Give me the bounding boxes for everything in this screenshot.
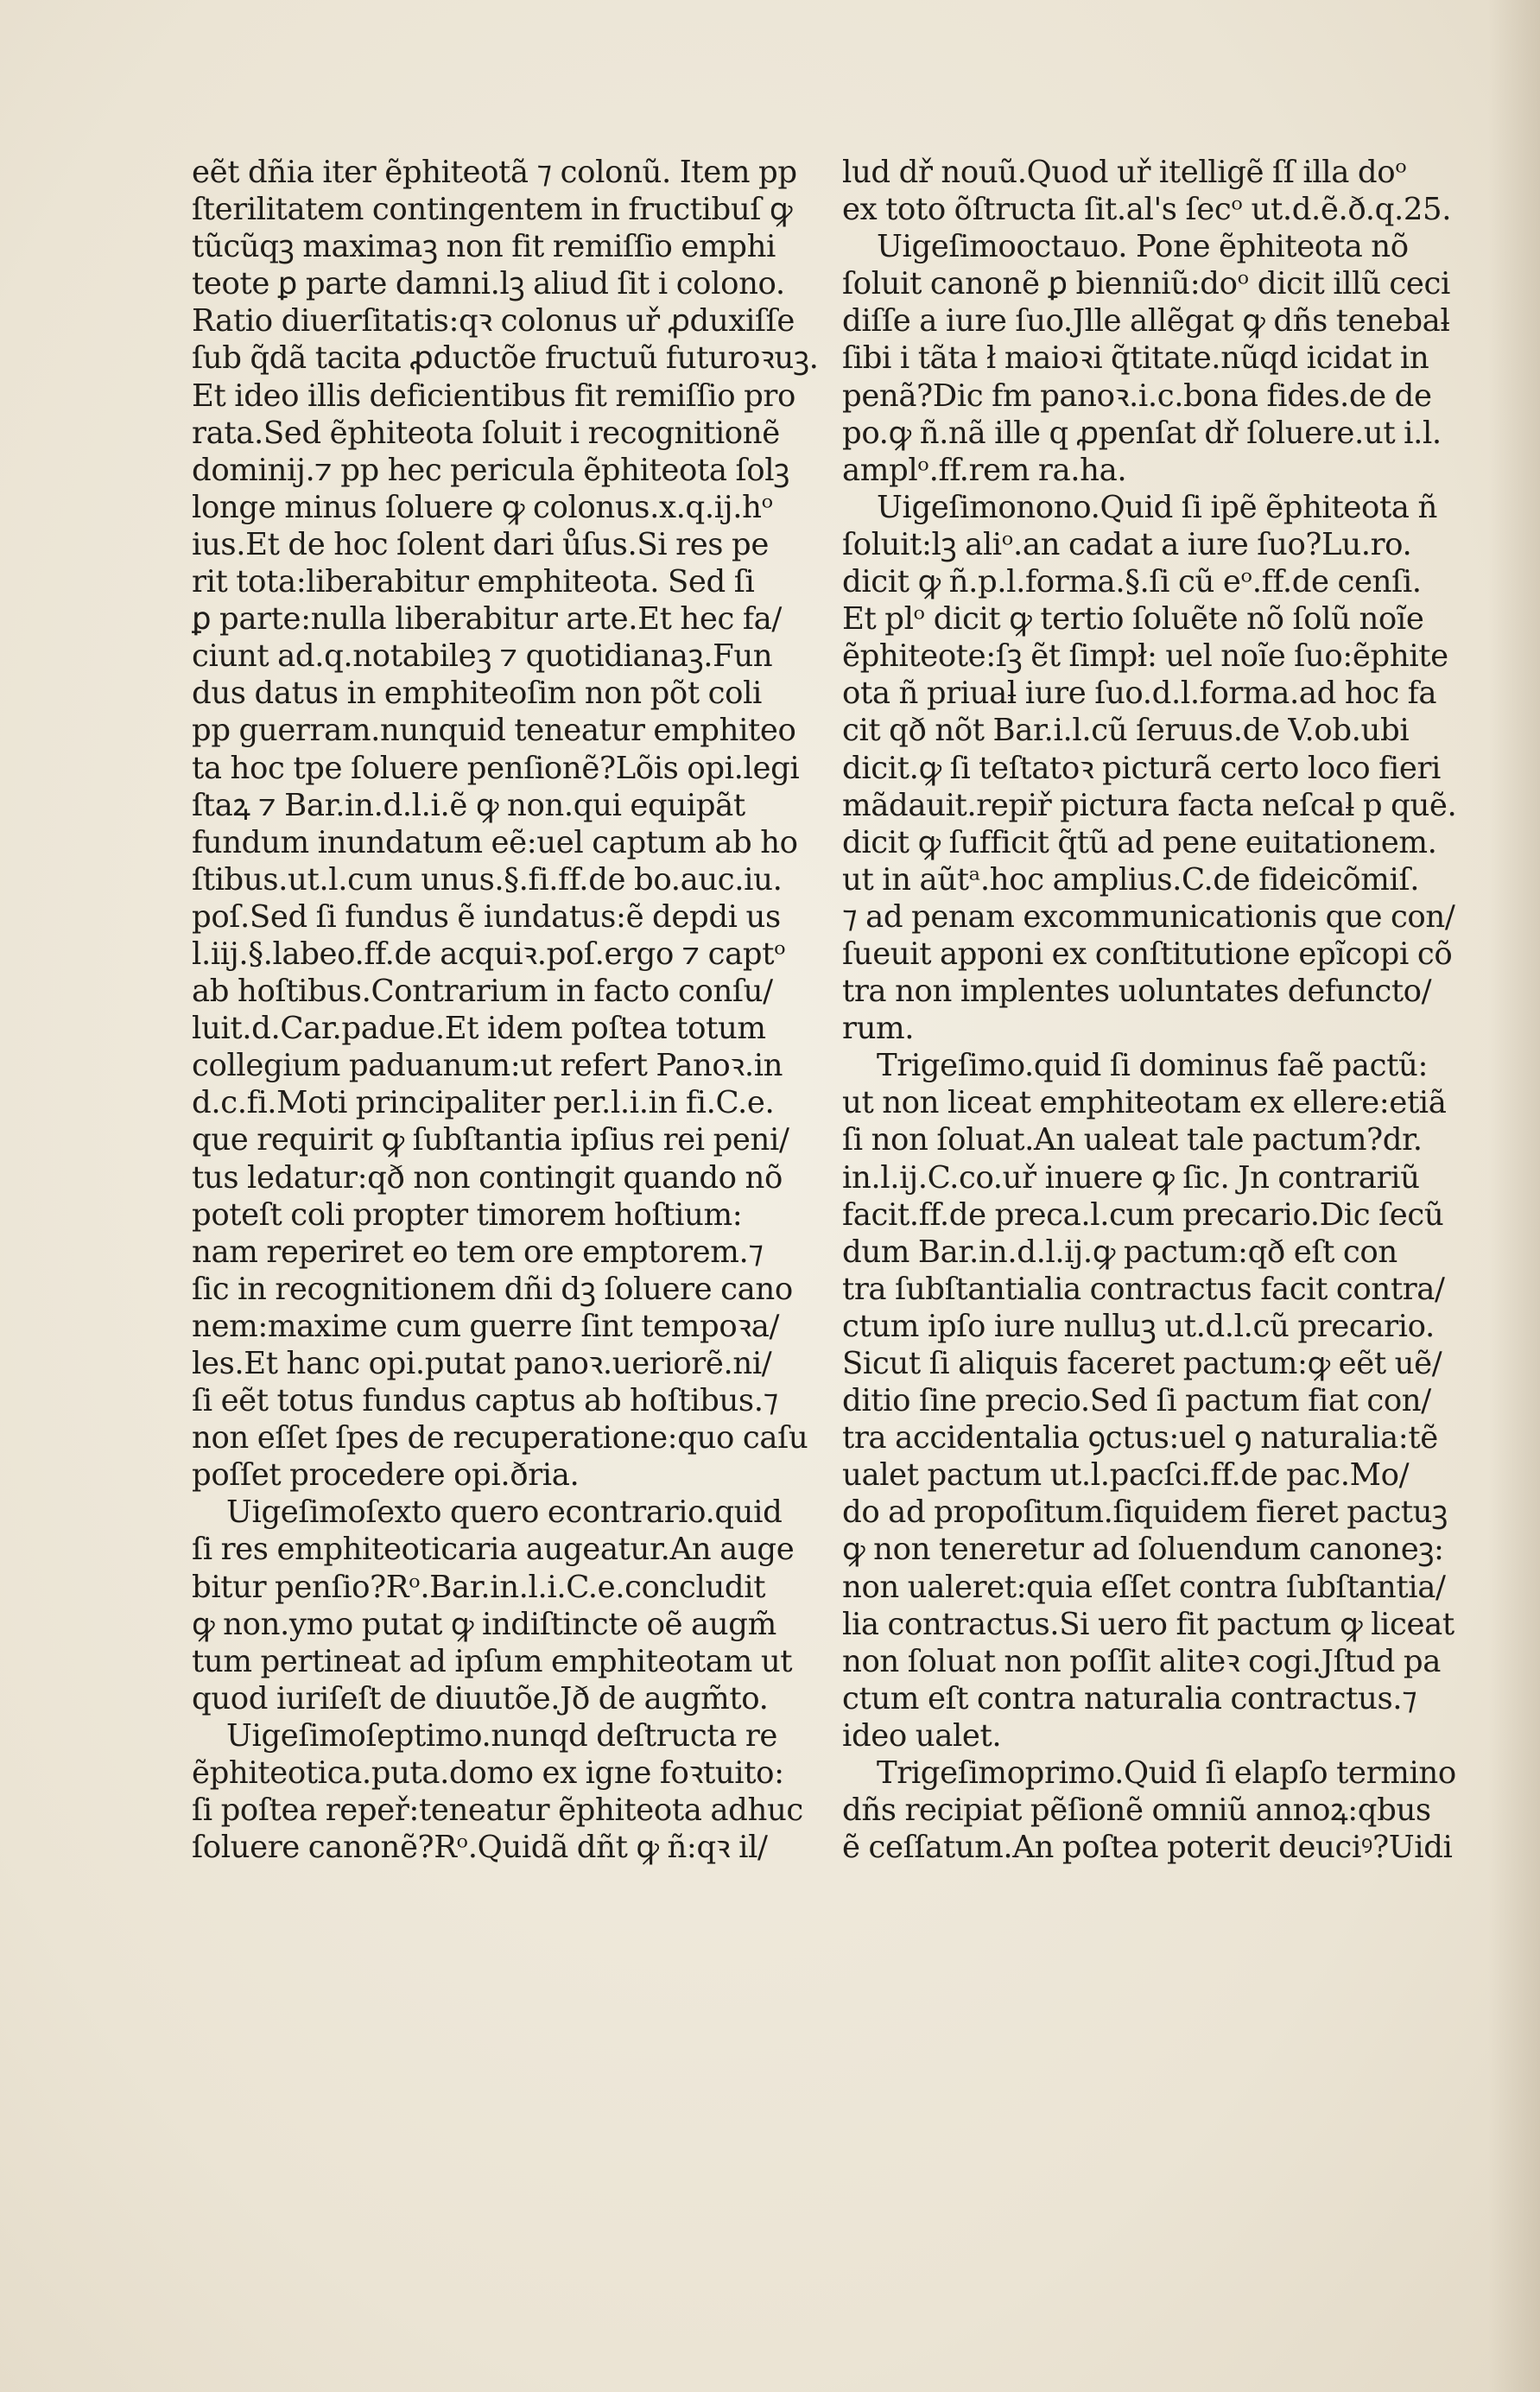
- right-column-line: facit.ff.de preca.l.cum precario.Dic ſecũ: [842, 1196, 1444, 1233]
- left-column-line: ius.Et de hoc ſolent dari ůſus.Si res pe: [192, 526, 769, 562]
- left-column-line: pp guerram.nunquid teneatur emphiteo: [192, 713, 796, 749]
- right-column-line: ſibi i tãta ł maioꝛi q̃titate.nũqd icidat in: [842, 340, 1429, 377]
- right-column-line: ota ñ priuaƚ iure ſuo.d.l.forma.ad hoc fa: [842, 676, 1437, 712]
- right-column-line: ut non liceat emphiteotam ex ellere:etiã: [842, 1085, 1447, 1121]
- left-column-line: ſic in recognitionem dñi dꝫ ſoluere cano: [192, 1271, 793, 1307]
- left-column-line: ẽphiteotica.puta.domo ex igne foꝛtuito:: [192, 1755, 784, 1792]
- right-column-line: lia contractus.Si uero fit pactum ꝙ liceat: [842, 1606, 1454, 1642]
- left-column-line: poſſet procedere opi.ðria.: [192, 1457, 580, 1494]
- right-column-line: ẽphiteote:ſꝫ ẽt ſimpł: uel noĩe ſuo:ẽphite: [842, 638, 1448, 675]
- right-column-line: amplᵒ.ff.rem ra.ha.: [842, 452, 1127, 488]
- left-column-line: Uigeſimoſexto quero econtrario.quid: [226, 1494, 783, 1531]
- left-column-line: fundum inundatum eẽ:uel captum ab ho: [192, 824, 798, 860]
- right-column-line: ſueuit apponi ex conſtitutione epĩcopi cõ: [842, 936, 1453, 972]
- left-column-line: ta hoc tpe ſoluere penſionẽ?Lõis opi.legi: [192, 750, 800, 786]
- left-column-line: eẽt dñia iter ẽphiteotã ⁊ colonũ. Item pp: [192, 155, 797, 190]
- right-column-line: lud dř nouũ.Quod uř itelligẽ ſſ illa doᵒ: [842, 155, 1407, 190]
- left-column-line: dus datus in emphiteoſim non põt coli: [192, 676, 763, 712]
- right-column-line: Et plᵒ dicit ꝙ tertio ſoluẽte nõ ſolũ noĩe: [842, 601, 1424, 638]
- right-column-line: tra ſubſtantialia contractus facit contra/: [842, 1271, 1445, 1307]
- right-text-column: [842, 154, 1481, 1866]
- right-column-line: non ualeret:quia eſſet contra ſubſtantia/: [842, 1569, 1446, 1605]
- left-column-line: dominij.⁊ pp hec pericula ẽphiteota ſolꝫ: [192, 452, 789, 488]
- right-column-line: ꝙ non teneretur ad ſoluendum canoneꝫ:: [842, 1532, 1444, 1568]
- right-column-line: dñs recipiat pẽſionẽ omniũ annoꝝ:qbus: [842, 1792, 1431, 1829]
- left-column-line: poſ.Sed ſi fundus ẽ iundatus:ẽ depdi us: [192, 898, 781, 935]
- left-column-line: ſoluere canonẽ?Rᵒ.Quidã dñt ꝙ ñ:qꝛ il/: [192, 1830, 768, 1866]
- left-column-line: nem:maxime cum guerre ſint tempoꝛa/: [192, 1308, 780, 1344]
- right-column-line: Sicut ſi aliquis faceret pactum:ꝙ eẽt uẽ/: [842, 1346, 1442, 1381]
- left-column-line: tus ledatur:qð non contingit quando nõ: [192, 1159, 783, 1196]
- left-column-line: ab hoſtibus.Contrarium in facto conſu/: [192, 974, 773, 1010]
- right-column-line: Trigeſimoprimo.Quid ſi elapſo termino: [877, 1755, 1456, 1792]
- right-column-line: ut in aũtᵃ.hoc amplius.C.de fideicõmiſ.: [842, 861, 1420, 898]
- right-column-line: penã?Dic fm panoꝛ.i.c.bona fides.de de: [842, 378, 1432, 414]
- right-column-line: mãdauit.repiř pictura facta neſcaƚ p quẽ.: [842, 787, 1457, 823]
- right-column-line: cit qð nõt Bar.i.l.cũ ſeruus.de V.ob.ubi: [842, 713, 1410, 749]
- left-column-line: d.c.fi.Moti principaliter per.l.i.in fi.C.e.: [192, 1085, 775, 1121]
- right-column-line: ualet pactum ut.l.pacſci.ff.de pac.Mo/: [842, 1457, 1410, 1494]
- left-column-line: Ratio diuerſitatis:qꝛ colonus uř ꝓduxiſſe: [192, 303, 795, 339]
- right-column-line: dicit ꝙ ſufficit q̃tũ ad pene euitationem.: [842, 824, 1437, 860]
- left-text-column: [192, 154, 827, 1866]
- left-column-line: non eſſet ſpes de recuperatione:quo caſu: [192, 1420, 808, 1456]
- left-column-line: luit.d.Car.padue.Et idem poſtea totum: [192, 1011, 766, 1047]
- left-column-line: ciunt ad.q.notabileꝫ ⁊ quotidianaꝫ.Fun: [192, 638, 773, 675]
- right-column-line: ſi non ſoluat.An ualeat tale pactum?dr.: [842, 1122, 1423, 1158]
- left-column-line: bitur penſio?Rᵒ.Bar.in.l.i.C.e.concludit: [192, 1569, 766, 1605]
- left-column-line: ſtaꝝ ⁊ Bar.in.d.l.i.ẽ ꝙ non.qui equipãt: [192, 787, 745, 823]
- left-column-line: ſi eẽt totus fundus captus ab hoſtibus.⁊: [192, 1383, 778, 1419]
- left-column-line: tũcũqꝫ maximaꝫ non fit remiſſio emphi: [192, 229, 776, 265]
- right-column-line: ⁊ ad penam excommunicationis que con/: [842, 898, 1455, 935]
- left-column-line: collegium paduanum:ut refert Panoꝛ.in: [192, 1048, 783, 1084]
- right-column-line: Uigeſimooctauo. Pone ẽphiteota nõ: [877, 229, 1409, 265]
- left-column-line: Et ideo illis deficientibus fit remiſſio pro: [192, 378, 795, 414]
- right-column-line: dum Bar.in.d.l.ij.ꝙ pactum:qð eſt con: [842, 1234, 1397, 1270]
- left-column-line: longe minus ſoluere ꝙ colonus.x.q.ij.hᵒ: [192, 489, 773, 525]
- right-column-line: ſoluit:lꝫ aliᵒ.an cadat a iure ſuo?Lu.ro.: [842, 526, 1412, 562]
- left-column-line: l.iij.§.labeo.ff.de acquiꝛ.poſ.ergo ⁊ captᵒ: [192, 936, 786, 972]
- right-column-line: ctum eſt contra naturalia contractus.⁊: [842, 1680, 1417, 1716]
- left-column-line: quod iuriſeſt de diuutõe.Jð de augm̃to.: [192, 1680, 769, 1716]
- left-column-line: que requirit ꝙ ſubſtantia ipſius rei peni/: [192, 1122, 789, 1158]
- right-column-line: dicit.ꝙ ſi teſtatoꝛ picturã certo loco fieri: [842, 750, 1441, 786]
- page-edge-shadow: [1488, 0, 1540, 2392]
- right-column-line: tra non implentes uoluntates defuncto/: [842, 974, 1432, 1010]
- right-column-line: rum.: [842, 1011, 915, 1047]
- right-column-line: dicit ꝙ ñ.p.l.forma.§.ſi cũ eᵒ.ff.de cenſi.: [842, 564, 1422, 600]
- left-column-line: rata.Sed ẽphiteota ſoluit i recognitionẽ: [192, 415, 780, 451]
- right-column-line: ditio ſine precio.Sed ſi pactum fiat con/: [842, 1383, 1431, 1419]
- left-column-line: poteſt coli propter timorem hoſtium:: [192, 1196, 743, 1233]
- left-column-line: tum pertineat ad ipſum emphiteotam ut: [192, 1643, 793, 1679]
- left-column-line: ſub q̃dã tacita ꝓductõe fructuũ futuroꝛuꝫ.: [192, 340, 819, 377]
- left-column-line: ſterilitatem contingentem in fructibuſ ꝙ: [192, 192, 793, 228]
- left-column-line: les.Et hanc opi.putat panoꝛ.ueriorẽ.ni/: [192, 1346, 772, 1381]
- right-column-line: po.ꝙ ñ.nã ille q ꝓpenſat dř ſoluere.ut i.l.: [842, 415, 1442, 451]
- left-column-line: ſi poſtea repeř:teneatur ẽphiteota adhuc: [192, 1792, 803, 1829]
- right-column-line: do ad propoſitum.ſiquidem fieret pactuꝫ: [842, 1494, 1448, 1531]
- right-column-line: diſſe a iure ſuo.Jlle allẽgat ꝙ dñs tenebaƚ: [842, 303, 1450, 339]
- right-column-line: ſoluit canonẽ ꝑ bienniũ:doᵒ dicit illũ ceci: [842, 266, 1450, 302]
- right-column-line: Trigeſimo.quid ſi dominus faẽ pactũ:: [877, 1048, 1429, 1084]
- left-column-line: ſi res emphiteoticaria augeatur.An auge: [192, 1532, 795, 1568]
- right-column-line: ex toto õſtructa ſit.al's ſecᵒ ut.d.ẽ.ð.q.25.: [842, 192, 1452, 228]
- right-column-line: in.l.ij.C.co.uř inuere ꝙ ſic. Jn contrariũ: [842, 1159, 1420, 1196]
- right-column-line: non ſoluat non poſſit aliteꝛ cogi.Jſtud pa: [842, 1643, 1441, 1679]
- right-column-line: ẽ ceſſatum.An poſtea poterit deuciꝰ?Uidi: [842, 1830, 1453, 1866]
- left-column-line: nam reperiret eo tem ore emptorem.⁊: [192, 1234, 764, 1270]
- left-column-line: Uigeſimoſeptimo.nunqd deſtructa re: [226, 1717, 777, 1754]
- left-column-line: rit tota:liberabitur emphiteota. Sed ſi: [192, 564, 755, 600]
- right-column-line: tra accidentalia ꝯctus:uel ꝯ naturalia:tẽ: [842, 1420, 1438, 1456]
- right-column-line: ctum ipſo iure nulluꝫ ut.d.l.cũ precario.: [842, 1308, 1435, 1344]
- right-column-line: ideo ualet.: [842, 1717, 1002, 1754]
- left-column-line: ꝙ non.ymo putat ꝙ indiſtincte oẽ augm̃: [192, 1606, 776, 1642]
- left-column-line: ſtibus.ut.l.cum unus.§.fi.ff.de bo.auc.iu.: [192, 861, 783, 898]
- right-column-line: Uigeſimonono.Quid ſi ipẽ ẽphiteota ñ: [877, 489, 1437, 525]
- left-column-line: ꝑ parte:nulla liberabitur arte.Et hec fa/: [192, 601, 782, 638]
- left-column-line: teote ꝑ parte damni.lꝫ aliud ſit i colono.: [192, 266, 785, 302]
